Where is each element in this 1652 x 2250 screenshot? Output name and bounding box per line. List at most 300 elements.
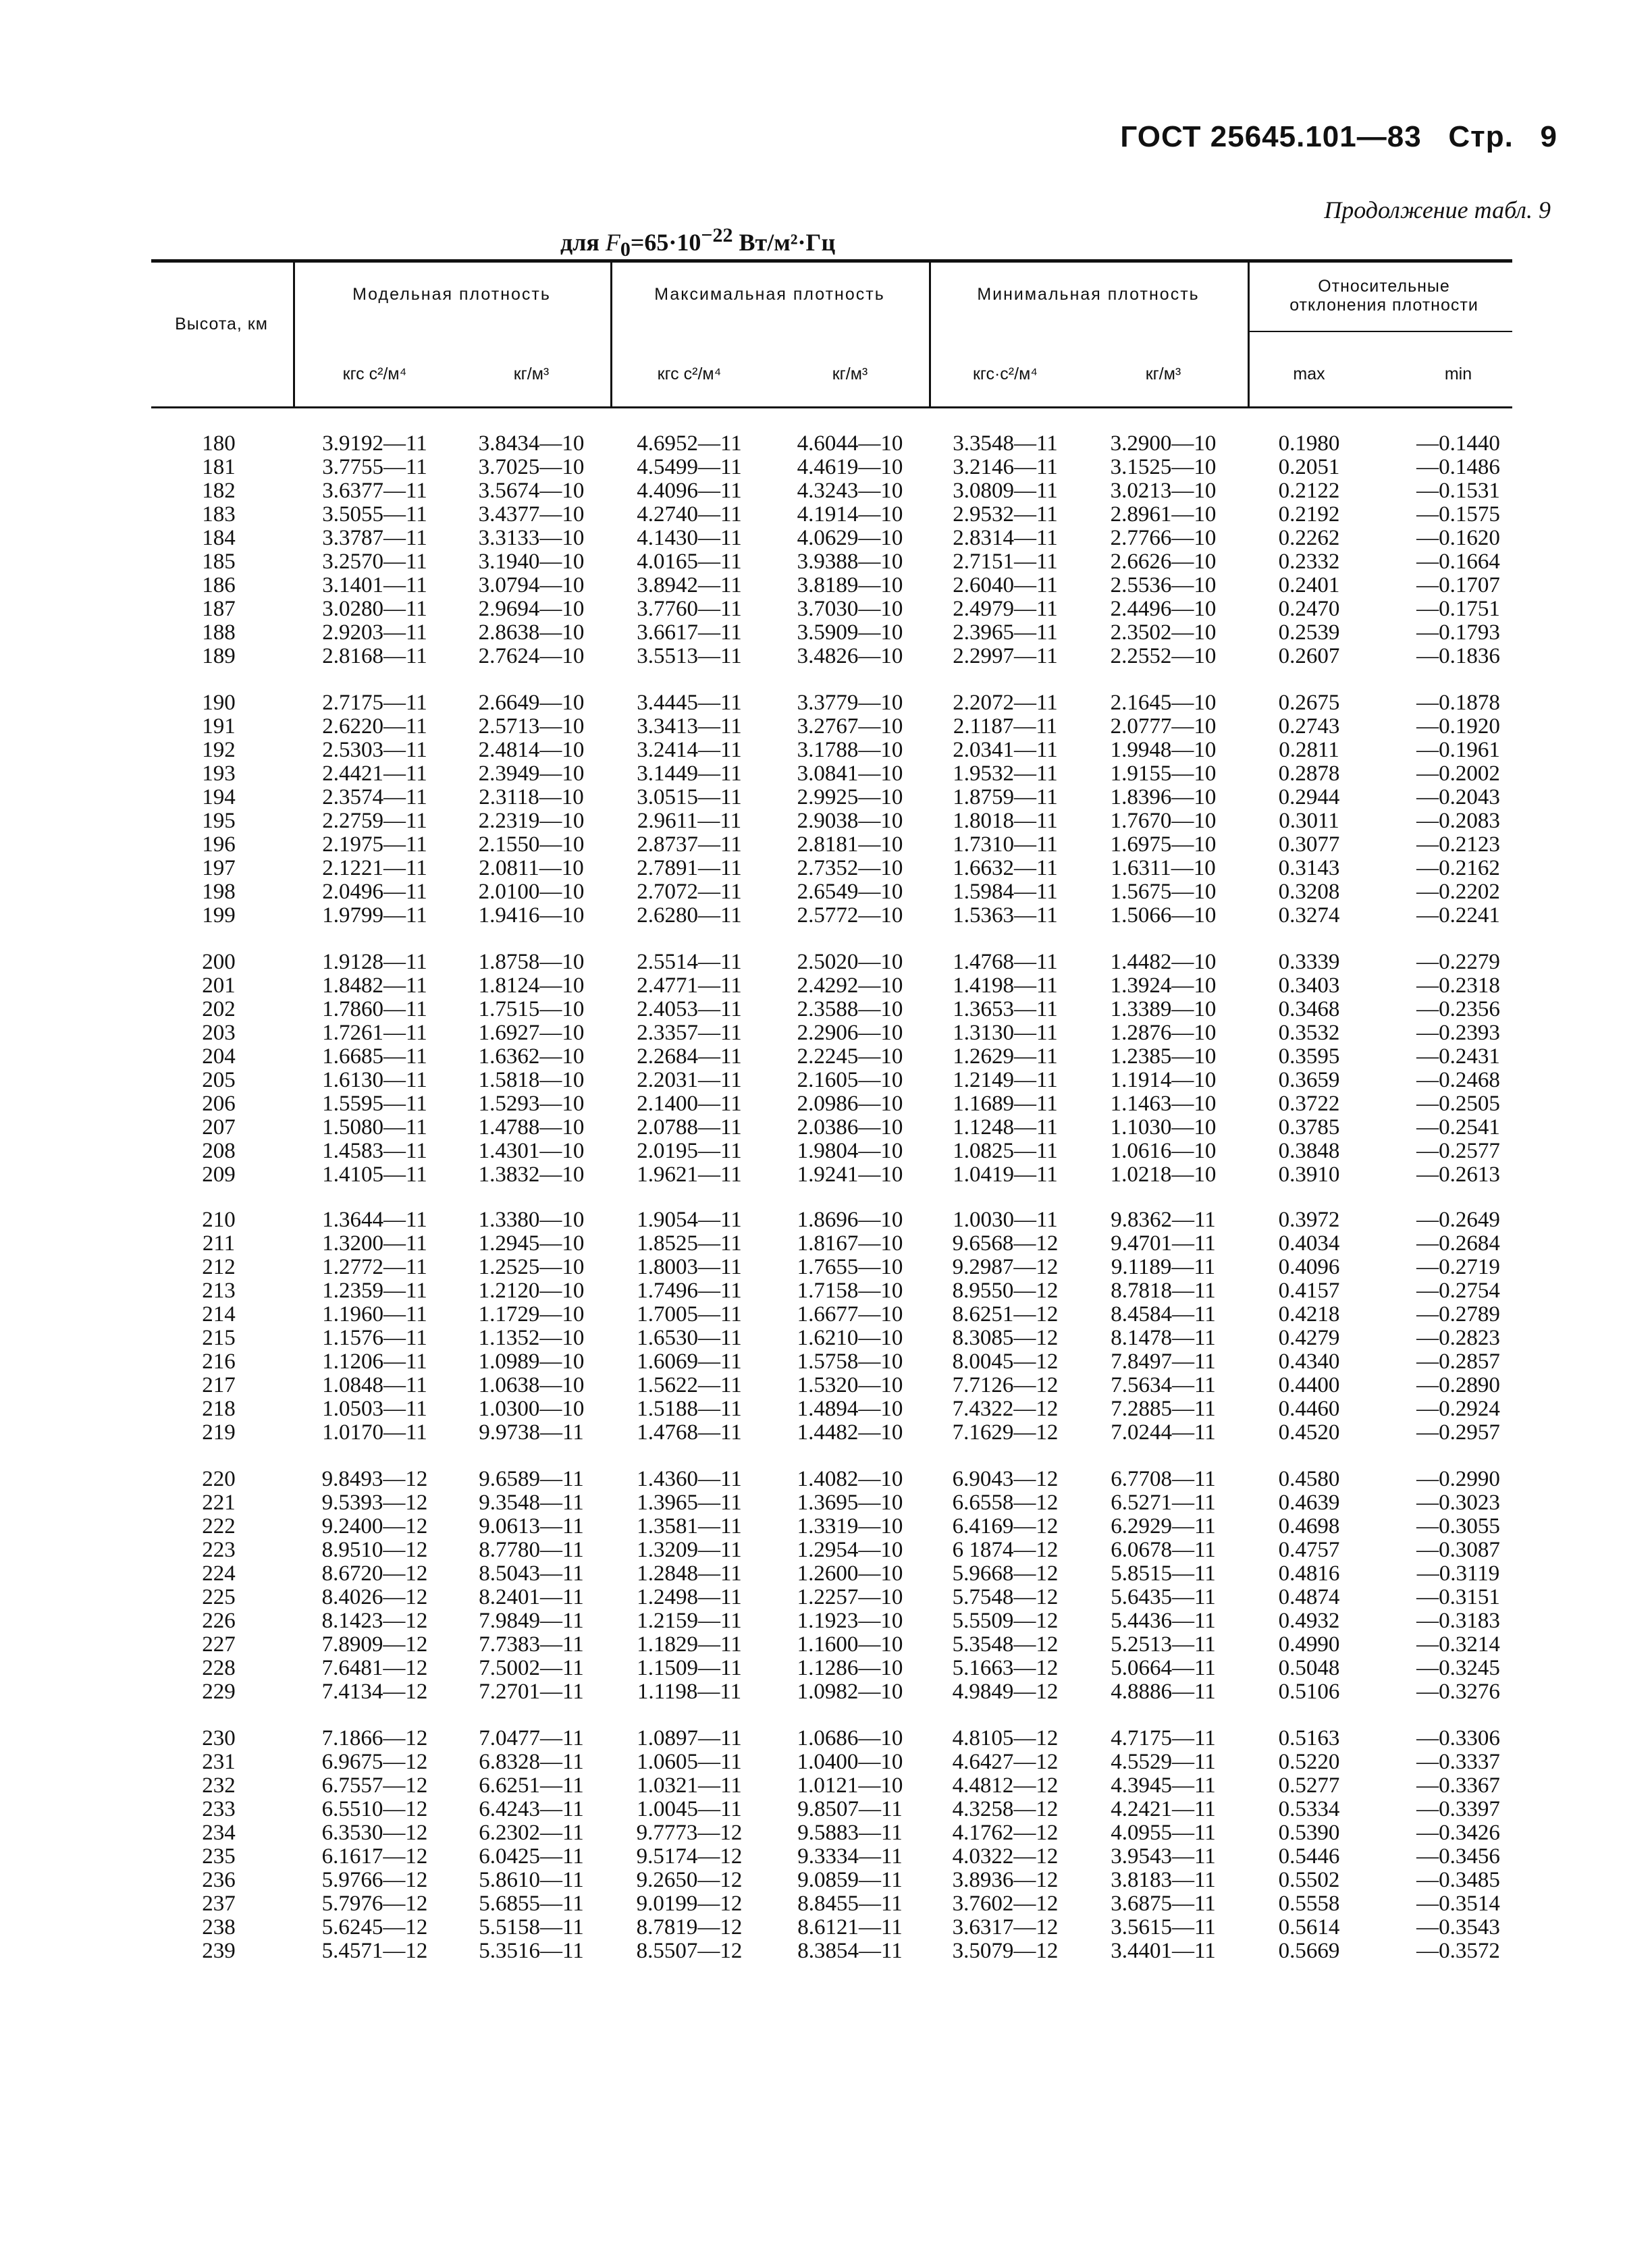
max-kgs-cell: 2.3357—11 [637,1021,742,1045]
model-kgs-cell: 1.9128—11 [322,950,427,974]
rel-min-cell: —0.3306 [1416,1726,1500,1750]
rel-max-cell: 0.3468 [1278,997,1340,1021]
table-row [151,479,1512,503]
model-kg-cell: 2.3949—10 [478,761,585,786]
height-cell: 183 [202,502,236,527]
min-kg-cell: 7.0244—11 [1111,1420,1216,1445]
min-kg-cell: 4.2421—11 [1111,1797,1216,1821]
max-kgs-cell: 1.4360—11 [637,1467,742,1491]
subtitle-var: F [605,229,620,256]
header-relative-deviation: Относительные отклонения плотности [1289,277,1478,315]
min-kg-cell: 5.0664—11 [1111,1656,1216,1680]
rel-min-cell: —0.3276 [1416,1680,1500,1704]
min-kgs-cell: 2.0341—11 [953,738,1058,762]
model-kgs-cell: 1.6130—11 [322,1068,427,1092]
min-kg-cell: 7.5634—11 [1111,1373,1216,1397]
unit-min-kg: кг/м³ [1145,365,1181,383]
rel-min-cell: —0.3023 [1416,1491,1500,1515]
max-kgs-cell: 2.9611—11 [637,809,742,833]
model-kgs-cell: 1.0503—11 [322,1397,427,1421]
model-kg-cell: 5.3516—11 [479,1939,584,1963]
rel-max-cell: 0.5220 [1278,1750,1340,1774]
table-row [151,762,1512,786]
height-cell: 213 [202,1279,236,1303]
min-kgs-cell: 8.3085—12 [952,1326,1059,1350]
table-row [151,1680,1512,1704]
max-kgs-cell: 2.6280—11 [637,903,742,928]
min-kgs-cell: 1.6632—11 [953,856,1058,880]
rel-min-cell: —0.2431 [1416,1044,1500,1069]
table-row [151,691,1512,715]
model-kg-cell: 7.9849—11 [479,1609,584,1633]
model-kgs-cell: 6.9675—12 [321,1750,428,1774]
table-row [151,809,1512,833]
height-cell: 182 [202,479,236,503]
max-kgs-cell: 2.1400—11 [637,1092,742,1116]
max-kgs-cell: 2.0788—11 [637,1115,742,1140]
rel-min-cell: —0.2162 [1416,856,1500,880]
min-kgs-cell: 2.8314—11 [953,526,1058,550]
max-kg-cell: 1.5758—10 [797,1349,903,1374]
max-kg-cell: 1.2600—10 [797,1561,903,1586]
max-kgs-cell: 1.7005—11 [637,1302,742,1327]
max-kgs-cell: 1.0605—11 [637,1750,742,1774]
row-group [151,1468,1512,1704]
max-kg-cell: 4.4619—10 [797,455,903,479]
max-kg-cell: 9.8507—11 [797,1797,903,1821]
max-kg-cell: 4.3243—10 [797,479,903,503]
model-kgs-cell: 3.5055—11 [322,502,427,527]
min-kg-cell: 5.2513—11 [1111,1632,1216,1657]
max-kg-cell: 1.6677—10 [797,1302,903,1327]
min-kgs-cell: 4.4812—12 [952,1773,1059,1798]
min-kg-cell: 9.1189—11 [1111,1255,1216,1279]
model-kgs-cell: 2.6220—11 [322,714,427,739]
height-cell: 204 [202,1044,236,1069]
rel-max-cell: 0.3208 [1278,880,1340,904]
min-kg-cell: 3.2900—10 [1110,431,1217,456]
model-kg-cell: 1.2945—10 [478,1231,585,1256]
min-kg-cell: 2.6626—10 [1110,550,1217,574]
max-kg-cell: 1.1600—10 [797,1632,903,1657]
height-cell: 187 [202,597,236,621]
table-row [151,1140,1512,1163]
row-group [151,1208,1512,1445]
model-kg-cell: 6.0425—11 [479,1844,584,1869]
max-kgs-cell: 2.2031—11 [637,1068,742,1092]
col-divider-1 [293,261,295,406]
min-kg-cell: 1.9155—10 [1110,761,1217,786]
rel-min-cell: —0.2577 [1416,1139,1500,1163]
max-kg-cell: 2.8181—10 [797,832,903,857]
table-row [151,1939,1512,1963]
height-cell: 216 [202,1349,236,1374]
rel-max-cell: 0.3972 [1278,1208,1340,1232]
model-kgs-cell: 6.5510—12 [321,1797,428,1821]
page-header [1120,120,1557,154]
height-cell: 195 [202,809,236,833]
min-kgs-cell: 8.0045—12 [952,1349,1059,1374]
max-kgs-cell: 3.2414—11 [637,738,742,762]
max-kg-cell: 1.9241—10 [797,1162,903,1187]
model-kg-cell: 8.5043—11 [479,1561,584,1586]
min-kgs-cell: 2.2072—11 [953,691,1058,715]
max-kgs-cell: 3.3413—11 [637,714,742,739]
max-kg-cell: 1.2954—10 [797,1538,903,1562]
rel-max-cell: 0.5614 [1278,1915,1340,1939]
max-kg-cell: 1.4082—10 [797,1467,903,1491]
table-row [151,1303,1512,1327]
model-kgs-cell: 5.9766—12 [321,1868,428,1892]
col-divider-3 [929,261,931,406]
model-kgs-cell: 1.1206—11 [322,1349,427,1374]
max-kgs-cell: 3.1449—11 [637,761,742,786]
model-kg-cell: 2.7624—10 [478,644,585,668]
model-kg-cell: 8.2401—11 [479,1585,584,1609]
rel-max-cell: 0.5390 [1278,1821,1340,1845]
max-kg-cell: 2.6549—10 [797,880,903,904]
min-kgs-cell: 4.8105—12 [952,1726,1059,1750]
min-kgs-cell: 1.1689—11 [953,1092,1058,1116]
max-kg-cell: 1.2257—10 [797,1585,903,1609]
model-kgs-cell: 1.1960—11 [322,1302,427,1327]
model-kg-cell: 1.2120—10 [478,1279,585,1303]
max-kg-cell: 1.0121—10 [797,1773,903,1798]
min-kg-cell: 1.0616—10 [1110,1139,1217,1163]
min-kgs-cell: 2.6040—11 [953,573,1058,597]
model-kg-cell: 1.3832—10 [478,1162,585,1187]
height-cell: 238 [202,1915,236,1939]
rel-min-cell: —0.2613 [1416,1162,1500,1187]
table-row [151,550,1512,574]
rel-min-cell: —0.2754 [1416,1279,1500,1303]
model-kgs-cell: 2.1221—11 [322,856,427,880]
min-kgs-cell: 5.3548—12 [952,1632,1059,1657]
rel-max-cell: 0.4874 [1278,1585,1340,1609]
model-kg-cell: 6.8328—11 [479,1750,584,1774]
rel-max-cell: 0.2122 [1278,479,1340,503]
rel-max-cell: 0.5502 [1278,1868,1340,1892]
max-kg-cell: 1.0686—10 [797,1726,903,1750]
height-cell: 185 [202,550,236,574]
table-row [151,1350,1512,1374]
rel-max-cell: 0.3403 [1278,973,1340,998]
rel-max-cell: 0.3659 [1278,1068,1340,1092]
unit-max: max [1293,365,1325,383]
max-kgs-cell: 3.4445—11 [637,691,742,715]
max-kgs-cell: 1.6530—11 [637,1326,742,1350]
header-max-density: Максимальная плотность [654,285,885,304]
model-kg-cell: 1.4301—10 [478,1139,585,1163]
model-kg-cell: 3.1940—10 [478,550,585,574]
model-kg-cell: 2.9694—10 [478,597,585,621]
height-cell: 236 [202,1868,236,1892]
model-kg-cell: 6.6251—11 [479,1773,584,1798]
rel-max-cell: 0.4096 [1278,1255,1340,1279]
rel-min-cell: —0.1793 [1416,620,1500,645]
max-kg-cell: 8.3854—11 [797,1939,903,1963]
model-kg-cell: 1.6362—10 [478,1044,585,1069]
min-kg-cell: 3.4401—11 [1111,1939,1216,1963]
height-cell: 225 [202,1585,236,1609]
model-kgs-cell: 2.4421—11 [322,761,427,786]
min-kg-cell: 1.5675—10 [1110,880,1217,904]
min-kgs-cell: 6.6558—12 [952,1491,1059,1515]
table-row [151,574,1512,597]
rel-min-cell: —0.2083 [1416,809,1500,833]
height-cell: 186 [202,573,236,597]
height-cell: 180 [202,431,236,456]
min-kg-cell: 1.4482—10 [1110,950,1217,974]
table-row [151,1021,1512,1045]
max-kg-cell: 3.9388—10 [797,550,903,574]
model-kgs-cell: 5.7976—12 [321,1892,428,1916]
rel-max-cell: 0.4580 [1278,1467,1340,1491]
max-kgs-cell: 3.8942—11 [637,573,742,597]
model-kgs-cell: 9.8493—12 [321,1467,428,1491]
min-kg-cell: 7.8497—11 [1111,1349,1216,1374]
height-cell: 239 [202,1939,236,1963]
rel-max-cell: 0.4816 [1278,1561,1340,1586]
model-kgs-cell: 3.7755—11 [322,455,427,479]
rel-min-cell: —0.3456 [1416,1844,1500,1869]
model-kgs-cell: 3.2570—11 [322,550,427,574]
model-kg-cell: 2.5713—10 [478,714,585,739]
rel-min-cell: —0.2202 [1416,880,1500,904]
max-kg-cell: 1.8167—10 [797,1231,903,1256]
max-kg-cell: 1.0982—10 [797,1680,903,1704]
rel-max-cell: 0.4400 [1278,1373,1340,1397]
model-kg-cell: 1.9416—10 [478,903,585,928]
max-kgs-cell: 1.9054—11 [637,1208,742,1232]
max-kgs-cell: 1.3965—11 [637,1491,742,1515]
height-cell: 203 [202,1021,236,1045]
model-kgs-cell: 1.3644—11 [322,1208,427,1232]
model-kg-cell: 2.4814—10 [478,738,585,762]
max-kg-cell: 3.3779—10 [797,691,903,715]
model-kgs-cell: 3.1401—11 [322,573,427,597]
min-kgs-cell: 5.5509—12 [952,1609,1059,1633]
min-kgs-cell: 9.2987—12 [952,1255,1059,1279]
height-cell: 191 [202,714,236,739]
max-kgs-cell: 4.2740—11 [637,502,742,527]
rel-min-cell: —0.1664 [1416,550,1500,574]
rel-max-cell: 0.4698 [1278,1514,1340,1538]
height-cell: 201 [202,973,236,998]
unit-min-kgs: кгс·с²/м⁴ [972,365,1038,383]
rel-min-cell: —0.2541 [1416,1115,1500,1140]
table-row [151,950,1512,974]
rel-max-cell: 0.2878 [1278,761,1340,786]
table-row [151,1845,1512,1869]
standard-number: ГОСТ 25645.101—83 [1120,120,1422,153]
model-kgs-cell: 3.3787—11 [322,526,427,550]
table-row [151,1774,1512,1798]
model-kg-cell: 2.1550—10 [478,832,585,857]
model-kg-cell: 8.7780—11 [479,1538,584,1562]
min-kgs-cell: 3.0809—11 [953,479,1058,503]
rel-min-cell: —0.2924 [1416,1397,1500,1421]
table-row [151,739,1512,762]
min-kgs-cell: 1.4198—11 [953,973,1058,998]
min-kgs-cell: 1.5984—11 [953,880,1058,904]
rel-min-cell: —0.3485 [1416,1868,1500,1892]
max-kgs-cell: 4.1430—11 [637,526,742,550]
max-kg-cell: 1.0400—10 [797,1750,903,1774]
height-cell: 219 [202,1420,236,1445]
max-kgs-cell: 1.0045—11 [637,1797,742,1821]
max-kg-cell: 1.7158—10 [797,1279,903,1303]
model-kg-cell: 7.5002—11 [479,1656,584,1680]
unit-model-kg: кг/м³ [513,365,550,383]
max-kg-cell: 4.0629—10 [797,526,903,550]
model-kg-cell: 2.0100—10 [478,880,585,904]
rel-min-cell: —0.2241 [1416,903,1500,928]
max-kgs-cell: 1.9621—11 [637,1162,742,1187]
model-kg-cell: 1.8758—10 [478,950,585,974]
rel-max-cell: 0.2332 [1278,550,1340,574]
model-kg-cell: 1.6927—10 [478,1021,585,1045]
table-row [151,1633,1512,1657]
min-kgs-cell: 1.5363—11 [953,903,1058,928]
min-kg-cell: 1.0218—10 [1110,1162,1217,1187]
rel-min-cell: —0.2857 [1416,1349,1500,1374]
table-row [151,786,1512,809]
table-row [151,1208,1512,1232]
height-cell: 193 [202,761,236,786]
max-kgs-cell: 2.2684—11 [637,1044,742,1069]
rel-max-cell: 0.5334 [1278,1797,1340,1821]
model-kgs-cell: 1.0848—11 [322,1373,427,1397]
rel-min-cell: —0.2649 [1416,1208,1500,1232]
model-kgs-cell: 8.6720—12 [321,1561,428,1586]
table-row [151,880,1512,904]
table-row [151,833,1512,857]
height-cell: 210 [202,1208,236,1232]
table-row [151,904,1512,928]
model-kg-cell: 3.4377—10 [478,502,585,527]
model-kg-cell: 9.3548—11 [479,1491,584,1515]
min-kg-cell: 6.5271—11 [1111,1491,1216,1515]
table-row [151,1279,1512,1303]
model-kg-cell: 5.5158—11 [479,1915,584,1939]
model-kg-cell: 3.8434—10 [478,431,585,456]
min-kgs-cell: 2.9532—11 [953,502,1058,527]
model-kgs-cell: 1.3200—11 [322,1231,427,1256]
max-kgs-cell: 1.1198—11 [637,1680,742,1704]
min-kg-cell: 2.3502—10 [1110,620,1217,645]
max-kgs-cell: 1.0897—11 [637,1726,742,1750]
max-kg-cell: 1.3319—10 [797,1514,903,1538]
rel-min-cell: —0.1961 [1416,738,1500,762]
min-kg-cell: 5.6435—11 [1111,1585,1216,1609]
table-row [151,1916,1512,1939]
max-kg-cell: 2.9925—10 [797,785,903,809]
min-kgs-cell: 2.4979—11 [953,597,1058,621]
max-kg-cell: 2.0986—10 [797,1092,903,1116]
max-kgs-cell: 8.5507—12 [636,1939,743,1963]
max-kgs-cell: 9.7773—12 [636,1821,743,1845]
table-row [151,1609,1512,1633]
max-kgs-cell: 1.2498—11 [637,1585,742,1609]
min-kg-cell: 1.8396—10 [1110,785,1217,809]
max-kg-cell: 2.3588—10 [797,997,903,1021]
height-cell: 237 [202,1892,236,1916]
model-kgs-cell: 2.1975—11 [322,832,427,857]
max-kg-cell: 1.3695—10 [797,1491,903,1515]
model-kgs-cell: 7.1866—12 [321,1726,428,1750]
max-kg-cell: 3.4826—10 [797,644,903,668]
min-kgs-cell: 5.9668—12 [952,1561,1059,1586]
height-cell: 224 [202,1561,236,1586]
max-kgs-cell: 2.7072—11 [637,880,742,904]
min-kg-cell: 4.3945—11 [1111,1773,1216,1798]
max-kgs-cell: 8.7819—12 [636,1915,743,1939]
max-kgs-cell: 2.0195—11 [637,1139,742,1163]
model-kgs-cell: 1.2359—11 [322,1279,427,1303]
model-kg-cell: 1.0638—10 [478,1373,585,1397]
rel-max-cell: 0.4218 [1278,1302,1340,1327]
rel-max-cell: 0.3143 [1278,856,1340,880]
row-group [151,432,1512,668]
height-cell: 184 [202,526,236,550]
rel-max-cell: 0.4520 [1278,1420,1340,1445]
rel-min-cell: —0.1440 [1416,431,1500,456]
height-cell: 215 [202,1326,236,1350]
table-row [151,1727,1512,1750]
rel-max-cell: 0.4639 [1278,1491,1340,1515]
min-kgs-cell: 7.1629—12 [952,1420,1059,1445]
height-cell: 202 [202,997,236,1021]
max-kgs-cell: 1.3581—11 [637,1514,742,1538]
min-kgs-cell: 1.3653—11 [953,997,1058,1021]
model-kgs-cell: 3.6377—11 [322,479,427,503]
min-kgs-cell: 1.9532—11 [953,761,1058,786]
model-kg-cell: 1.5818—10 [478,1068,585,1092]
unit-model-kgs: кгс с²/м⁴ [342,365,407,383]
rel-max-cell: 0.3274 [1278,903,1340,928]
max-kg-cell: 3.5909—10 [797,620,903,645]
max-kg-cell: 1.6210—10 [797,1326,903,1350]
rel-max-cell: 0.3532 [1278,1021,1340,1045]
model-kgs-cell: 1.9799—11 [322,903,427,928]
table-row [151,1869,1512,1892]
rel-min-cell: —0.3397 [1416,1797,1500,1821]
height-cell: 194 [202,785,236,809]
rel-min-cell: —0.2043 [1416,785,1500,809]
model-kg-cell: 3.5674—10 [478,479,585,503]
model-kgs-cell: 1.0170—11 [322,1420,427,1445]
min-kgs-cell: 4.9849—12 [952,1680,1059,1704]
row-group [151,950,1512,1187]
rel-max-cell: 0.1980 [1278,431,1340,456]
model-kgs-cell: 1.5595—11 [322,1092,427,1116]
rel-min-cell: —0.2823 [1416,1326,1500,1350]
rel-max-cell: 0.3011 [1279,809,1339,833]
min-kgs-cell: 1.8018—11 [953,809,1058,833]
min-kg-cell: 2.1645—10 [1110,691,1217,715]
min-kg-cell: 1.3924—10 [1110,973,1217,998]
rel-min-cell: —0.2123 [1416,832,1500,857]
max-kg-cell: 1.4894—10 [797,1397,903,1421]
model-kgs-cell: 1.2772—11 [322,1255,427,1279]
min-kg-cell: 2.0777—10 [1110,714,1217,739]
min-kg-cell: 1.9948—10 [1110,738,1217,762]
rel-max-cell: 0.4932 [1278,1609,1340,1633]
model-kgs-cell: 1.7261—11 [322,1021,427,1045]
rel-min-cell: —0.1751 [1416,597,1500,621]
height-cell: 207 [202,1115,236,1140]
